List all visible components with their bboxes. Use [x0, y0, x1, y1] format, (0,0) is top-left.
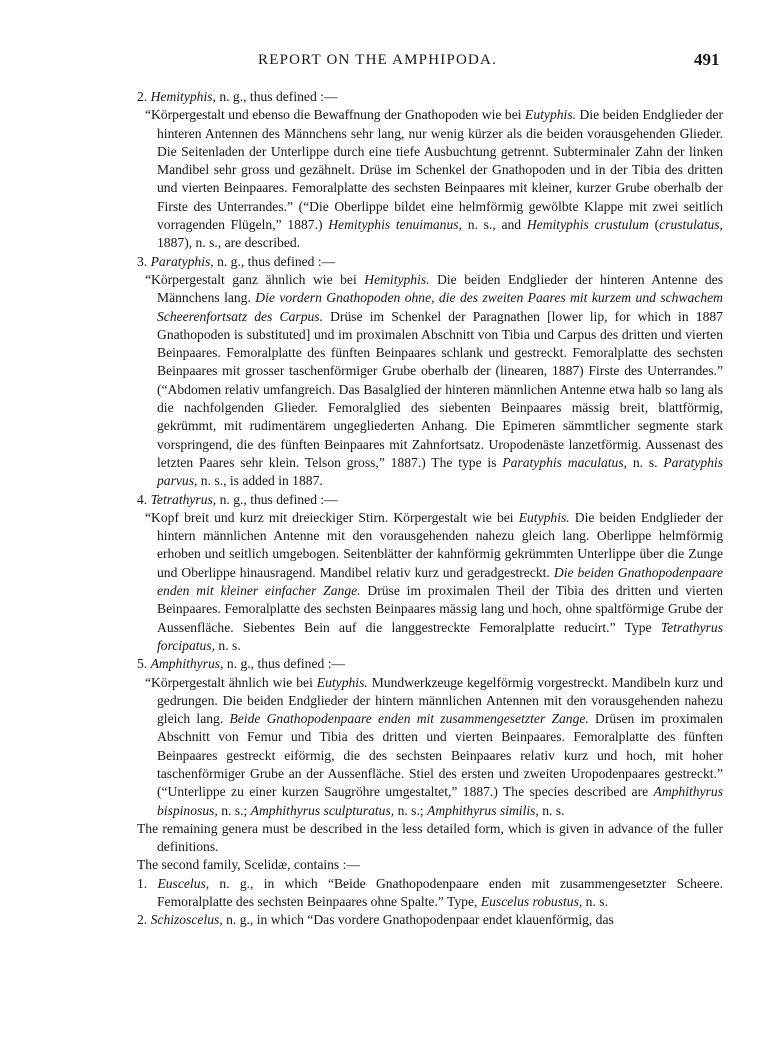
quote-italic: Eutyphis. — [316, 674, 368, 690]
quote-text: n. s., and — [461, 217, 527, 233]
entry-number: 5. — [137, 656, 148, 672]
quote-text: n. s.; — [217, 802, 251, 818]
quote-text: n. s.; — [394, 802, 428, 818]
quote-text: ( — [648, 217, 660, 233]
running-title: REPORT ON THE AMPHIPODA. — [258, 52, 498, 68]
quote-text: Mundwerkzeuge kegelförmig vorgestreckt. Mandibeln kurz und gedrungen. Die beiden Endglieder der hintern männlichen Antennen mit den vorausgehenden nahezu gleich lang. — [157, 674, 723, 727]
page-header — [0, 52, 776, 76]
definition-quote — [137, 509, 723, 655]
second-family-item — [137, 911, 723, 929]
quote-text: Drüse im Schenkel der Paragnathen [lower lip, for which in 1887 Gnathopoden is substituted] und im proximalen Abschnitt von Tibia und Carpus des dritten und vierten Beinpaares. Femoralplatte des fünften Beinpaares schlank und gestreckt. Femoralplatte des sechsten Beinpaares mit grosser taschenförmiger Grube oberhalb der (linearen, 1887) Firste des Unterrandes.” (“Abdomen relativ umfangreich. Das Basalglied der hinteren männlichen Antenne etwa halb so lang als die nachfolgenden Glieder. Femoralglied des siebenten Beinpaares mässig breit, blattförmig, gekrümmt, mit rudimentärem ungegliederten Anhang. Die Epimeren sämmtlicher segmente stark vorspringend, die des fünften Beinpaares mit Zahnfortsatz. Uropodenäste lanzetförmig. Aussenast des letzten Paares sehr klein. Telson gross,” 1887.) The type is — [157, 308, 723, 470]
page-number: 491 — [694, 50, 720, 69]
quote-italic: Tetrathyrus forcipatus, — [157, 619, 723, 653]
genus-name: Hemityphis, — [150, 89, 216, 104]
quote-text: Drüse im proximalen Theil der Tibia des dritten und vierten Beinpaares. Femoralplatte des sechsten Beinpaares mässig lang und hoch, ohne spaltförmige Grube der Aussenfläche. Siebentes Bein auf die langgestreckte Femoralplatte reducirt.” Type — [157, 583, 723, 635]
quote-italic: Beide Gnathopodenpaare enden mit zusammengesetzter Zange. — [229, 711, 589, 727]
second-family-item — [137, 875, 723, 912]
genus-entry — [137, 491, 723, 656]
quote-text: Die beiden Endglieder der hintern männlichen Antenne mit den vorausgehenden nahezu gleich lang. Oberlippe helmförmig erhoben und seitlich umgebogen. Seitenblätter der kahnförmig gekrümmten Unterlippe über die Zunge und Oberlippe hinausragend. Mandibel relativ kurz und geradgestreckt. — [157, 509, 724, 580]
quote-text: n. s. — [215, 637, 241, 653]
quote-text: Die beiden Endglieder der hinteren Antenne des Männchens lang. — [157, 271, 723, 306]
genus-name: Schizoscelus, — [150, 912, 223, 928]
quote-text: “Körpergestalt und ebenso die Bewaffnung der Gnathopoden wie bei — [145, 107, 526, 123]
quote-text: “Körpergestalt ähnlich wie bei — [145, 674, 317, 690]
quote-italic: Die beiden Gnathopodenpaare enden mit kleiner einfacher Zange. — [157, 564, 724, 599]
quote-italic: Hemityphis tenuimanus, — [328, 217, 462, 233]
entry-heading — [137, 655, 723, 673]
definition-quote — [137, 674, 723, 820]
quote-italic: Paratyphis maculatus, — [502, 454, 628, 470]
quote-italic: Eutyphis. — [518, 509, 570, 525]
quote-text: Die beiden Endglieder der hinteren Antennen des Männchens sehr lang, nur wenig kürzer als die beiden vorausgehenden Glieder. Die Seitenladen der Unterlippe durch eine tiefe Ausbuchtung getrennt. Subterminaler Zahn der linken Mandibel sehr gross und gezähnelt. Drüse im Schenkel der Gnathopoden und in der Tibia des dritten und vierten Beinpaares. Femoralplatte des sechsten Beinpaares mit kleiner, kurzer Grube oberhalb der Firste des Unterrandes.” (“Die Oberlippe bildet eine helmförmig gewölbte Klappe mit zwei seitlich vorragenden Flügeln,” 1887.) — [157, 107, 723, 233]
definition-quote — [137, 271, 723, 491]
quote-text: 1887), n. s., are described. — [157, 235, 301, 251]
quote-italic: Amphithyrus sculpturatus, — [250, 802, 395, 818]
heading-rest: n. g., thus defined :— — [216, 491, 338, 507]
type-species: Euscelus robustus, — [480, 894, 583, 910]
entry-heading — [137, 253, 723, 271]
item-tail: n. s. — [582, 894, 608, 910]
quote-italic: Hemityphis. — [364, 271, 430, 287]
quote-italic: Paratyphis parvus, — [157, 454, 724, 489]
body-text — [137, 88, 723, 930]
remaining-genera-note: The remaining genera must be described in the less detailed form, which is given in advance of the fuller definitions. — [137, 820, 723, 855]
quote-text: n. s. — [627, 454, 664, 470]
heading-rest: n. g., thus defined :— — [223, 656, 346, 672]
quote-text: “Körpergestalt ganz ähnlich wie bei — [145, 271, 365, 287]
genus-name: Tetrathyrus, — [150, 491, 217, 507]
quote-italic: Hemityphis crustulum — [526, 217, 649, 233]
item-number: 2. — [137, 912, 148, 928]
entry-heading — [137, 491, 723, 509]
quote-italic: Eutyphis. — [525, 107, 577, 123]
second-family-intro: The second family, Scelidæ, contains :— — [137, 857, 360, 873]
item-number: 1. — [137, 875, 148, 891]
item-text: n. g., in which “Beide Gnathopodenpaare enden mit zusammengesetzter Scheere. Femoralplatte des sechsten Beinpaares ohne Spalte.” Type, — [157, 875, 723, 910]
quote-italic: crustulatus, — [659, 217, 723, 233]
entry-number: 3. — [137, 253, 148, 269]
quote-text: “Kopf breit und kurz mit dreieckiger Stirn. Körpergestalt wie bei — [145, 509, 519, 525]
genus-entry — [137, 655, 723, 820]
entry-number: 2. — [137, 89, 148, 104]
quote-italic: Amphithyrus bispinosus, — [157, 784, 723, 818]
quote-text: Drüsen im proximalen Abschnitt von Femur und Tibia des dritten und vierten Beinpaares. Femoralplatte des fünften Beinpaares gestreckt eiförmig, die des sechsten Beinpaares relativ kurz und hoch, mit hoher taschenförmiger Grube an der Aussenfläche. Stiel des ersten und zweiten Uropodenpaares gestreckt.” (“Unterlippe zu einer kurzen Saugröhre umgestaltet,” 1887.) The species described are — [157, 711, 723, 800]
heading-rest: n. g., thus defined :— — [215, 89, 338, 104]
genus-name: Euscelus, — [157, 875, 210, 891]
heading-rest: n. g., thus defined :— — [213, 253, 336, 269]
quote-italic: Amphithyrus similis, — [427, 802, 539, 818]
genus-entry — [137, 88, 723, 253]
item-text: n. g., in which “Das vordere Gnathopodenpaar endet klauenförmig, das — [222, 912, 614, 928]
entry-heading — [137, 88, 723, 106]
quote-text: n. s., is added in 1887. — [197, 473, 323, 489]
definition-quote — [137, 106, 723, 252]
genus-name: Amphithyrus, — [150, 656, 224, 672]
quote-text: n. s. — [538, 802, 565, 818]
genus-entry — [137, 253, 723, 491]
quote-italic: Die vordern Gnathopoden ohne, die des zweiten Paares mit kurzem und schwachem Scheerenfortsatz des Carpus. — [157, 290, 723, 324]
entry-number: 4. — [137, 491, 148, 507]
genus-name: Paratyphis, — [150, 253, 214, 269]
